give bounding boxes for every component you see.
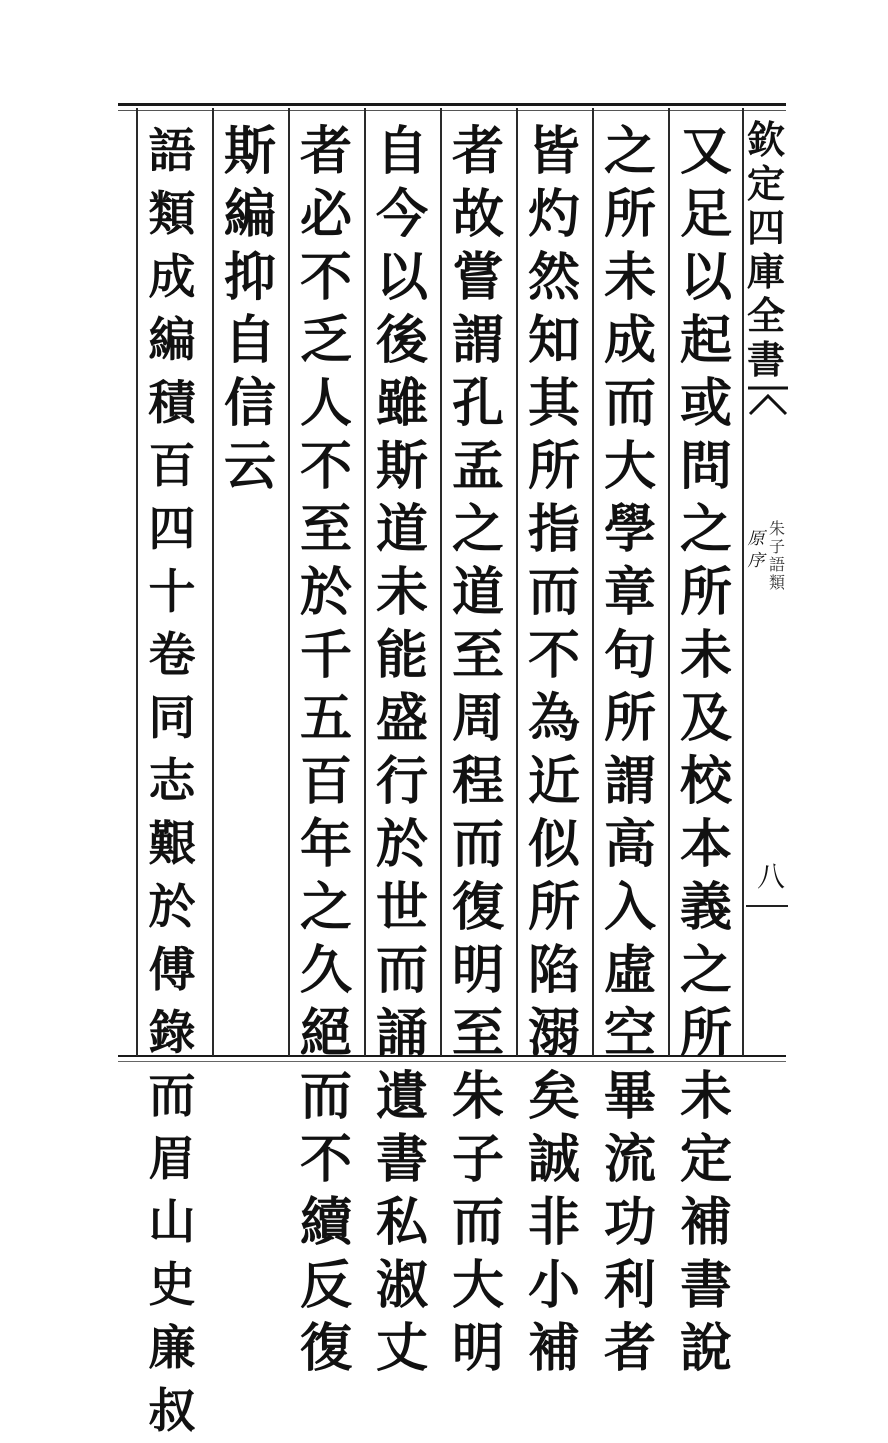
character: 之: [603, 121, 656, 182]
character: 欽: [746, 117, 785, 162]
character: 學: [603, 499, 656, 560]
character: 庫: [746, 249, 785, 294]
text-column-3: [518, 120, 590, 1379]
character: 似: [527, 814, 580, 875]
character: 空: [603, 1003, 656, 1064]
character: 能: [375, 625, 428, 686]
character: 謂: [451, 310, 504, 371]
character: 高: [603, 814, 656, 875]
character: 補: [527, 1318, 580, 1379]
character: 陷: [527, 940, 580, 1001]
character: 復: [451, 877, 504, 938]
character: 起: [679, 310, 732, 371]
character: 所: [679, 1003, 732, 1064]
character: 校: [679, 751, 732, 812]
character: 問: [679, 436, 732, 497]
margin-book-title: [768, 520, 786, 592]
character: 行: [375, 751, 428, 812]
character: 所: [679, 562, 732, 623]
character: 非: [527, 1192, 580, 1253]
character: 乏: [299, 310, 352, 371]
fish-tail-mark-icon: [748, 384, 788, 424]
character: 傅: [148, 943, 196, 998]
character: 句: [603, 625, 656, 686]
text-column-2: [594, 120, 666, 1379]
character: 語: [768, 555, 785, 574]
character: 於: [299, 562, 352, 623]
character: 積: [148, 376, 196, 431]
character: 近: [527, 751, 580, 812]
character: 或: [679, 373, 732, 434]
text-column-1: [670, 120, 742, 1379]
character: 後: [375, 310, 428, 371]
character: 之: [679, 940, 732, 1001]
character: 定: [679, 1129, 732, 1190]
character: 道: [375, 499, 428, 560]
character: 遺: [375, 1066, 428, 1127]
character: 所: [527, 436, 580, 497]
character: 道: [451, 562, 504, 623]
character: 溺: [527, 1003, 580, 1064]
character: 而: [299, 1066, 352, 1127]
character: 朱: [768, 519, 785, 538]
character: 嘗: [451, 247, 504, 308]
character: 不: [299, 1129, 352, 1190]
character: 眉: [148, 1132, 196, 1187]
character: 義: [679, 877, 732, 938]
character: 人: [299, 373, 352, 434]
folio-number: 八: [756, 860, 785, 893]
character: 小: [527, 1255, 580, 1316]
character: 程: [451, 751, 504, 812]
character: 成: [148, 250, 196, 305]
character: 者: [603, 1318, 656, 1379]
top-border: [118, 103, 786, 106]
margin-section-label: [746, 528, 766, 572]
character: 於: [375, 814, 428, 875]
character: 今: [375, 184, 428, 245]
character: 利: [603, 1255, 656, 1316]
character: 大: [603, 436, 656, 497]
character: 復: [299, 1318, 352, 1379]
character: 書: [679, 1255, 732, 1316]
text-column-7: [214, 120, 286, 1050]
character: 不: [299, 247, 352, 308]
character: 矣: [527, 1066, 580, 1127]
character: 卷: [148, 628, 196, 683]
character: 未: [679, 1066, 732, 1127]
fold-mark: [746, 905, 788, 907]
character: 補: [679, 1192, 732, 1253]
character: 孟: [451, 436, 504, 497]
character: 子: [768, 537, 785, 556]
character: 百: [148, 439, 196, 494]
character: 足: [679, 184, 732, 245]
character: 成: [603, 310, 656, 371]
character: 編: [148, 313, 196, 368]
character: 雖: [375, 373, 428, 434]
character: 未: [603, 247, 656, 308]
character: 云: [223, 436, 276, 497]
character: 者: [451, 121, 504, 182]
character: 盛: [375, 688, 428, 749]
character: 四: [746, 205, 785, 250]
text-column-5: [366, 120, 438, 1379]
character: 至: [451, 1003, 504, 1064]
character: 丈: [375, 1318, 428, 1379]
character: 大: [451, 1255, 504, 1316]
character: 絕: [299, 1003, 352, 1064]
character: 流: [603, 1129, 656, 1190]
character: 周: [451, 688, 504, 749]
character: 廉: [148, 1321, 196, 1376]
character: 虛: [603, 940, 656, 1001]
character: 編: [223, 184, 276, 245]
text-column-6: [290, 120, 362, 1379]
character: 淑: [375, 1255, 428, 1316]
character: 之: [299, 877, 352, 938]
character: 山: [148, 1195, 196, 1250]
character: 以: [679, 247, 732, 308]
top-border-inner: [118, 110, 786, 111]
character: 信: [223, 373, 276, 434]
character: 私: [375, 1192, 428, 1253]
character: 入: [603, 877, 656, 938]
character: 又: [679, 121, 732, 182]
character: 志: [148, 754, 196, 809]
margin-title: [744, 118, 788, 382]
character: 千: [299, 625, 352, 686]
character: 明: [451, 1318, 504, 1379]
character: 不: [299, 436, 352, 497]
character: 之: [451, 499, 504, 560]
character: 書: [746, 337, 785, 382]
text-column-4: [442, 120, 514, 1379]
character: 五: [299, 688, 352, 749]
character: 原: [747, 529, 765, 549]
character: 叔: [148, 1384, 196, 1439]
character: 而: [451, 1192, 504, 1253]
character: 至: [451, 625, 504, 686]
character: 明: [451, 940, 504, 1001]
character: 語: [148, 124, 196, 179]
character: 功: [603, 1192, 656, 1253]
character: 章: [603, 562, 656, 623]
character: 十: [148, 565, 196, 620]
character: 而: [451, 814, 504, 875]
character: 世: [375, 877, 428, 938]
character: 朱: [451, 1066, 504, 1127]
character: 而: [375, 940, 428, 1001]
character: 畢: [603, 1066, 656, 1127]
character: 書: [375, 1129, 428, 1190]
character: 故: [451, 184, 504, 245]
character: 未: [679, 625, 732, 686]
character: 知: [527, 310, 580, 371]
character: 所: [603, 184, 656, 245]
character: 而: [603, 373, 656, 434]
character: 未: [375, 562, 428, 623]
character: 所: [603, 688, 656, 749]
character: 序: [747, 551, 765, 571]
character: 灼: [527, 184, 580, 245]
character: 子: [451, 1129, 504, 1190]
character: 謂: [603, 751, 656, 812]
character: 續: [299, 1192, 352, 1253]
character: 百: [299, 751, 352, 812]
character: 說: [679, 1318, 732, 1379]
character: 孔: [451, 373, 504, 434]
character: 為: [527, 688, 580, 749]
character: 斯: [223, 121, 276, 182]
character: 及: [679, 688, 732, 749]
character: 誠: [527, 1129, 580, 1190]
character: 全: [746, 293, 785, 338]
character: 者: [299, 121, 352, 182]
text-column-8: [136, 120, 208, 1439]
character: 皆: [527, 121, 580, 182]
character: 艱: [148, 817, 196, 872]
character: 而: [148, 1069, 196, 1124]
character: 之: [679, 499, 732, 560]
character: 四: [148, 502, 196, 557]
character: 而: [527, 562, 580, 623]
character: 類: [768, 573, 785, 592]
character: 反: [299, 1255, 352, 1316]
character: 史: [148, 1258, 196, 1313]
character: 自: [375, 121, 428, 182]
character: 所: [527, 877, 580, 938]
character: 本: [679, 814, 732, 875]
character: 至: [299, 499, 352, 560]
character: 斯: [375, 436, 428, 497]
character: 其: [527, 373, 580, 434]
character: 同: [148, 691, 196, 746]
character: 必: [299, 184, 352, 245]
character: 然: [527, 247, 580, 308]
character: 年: [299, 814, 352, 875]
character: 抑: [223, 247, 276, 308]
character: 於: [148, 880, 196, 935]
character: 不: [527, 625, 580, 686]
character: 定: [746, 161, 785, 206]
character: 以: [375, 247, 428, 308]
character: 指: [527, 499, 580, 560]
character: 錄: [148, 1006, 196, 1061]
character: 久: [299, 940, 352, 1001]
character: 類: [148, 187, 196, 242]
character: 誦: [375, 1003, 428, 1064]
character: 自: [223, 310, 276, 371]
